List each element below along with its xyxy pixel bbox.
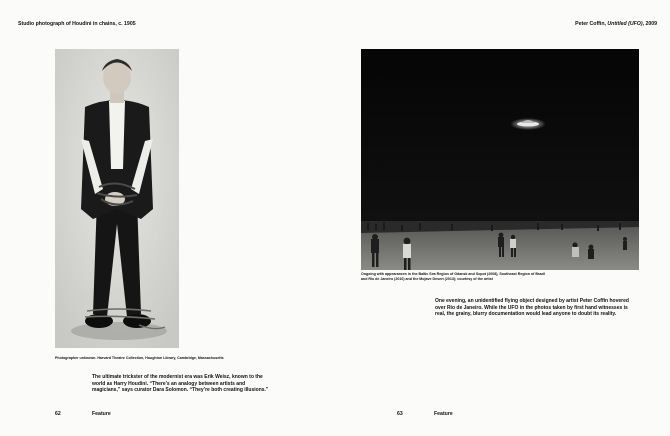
right-photo-caption: Ongoing with appearances in the Baltic Sea Region of Gdansk and Sopot (2008), Southeast Region of Brazil and Rio de Janeiro (2010) and the Mojave Desert (2013); courtesy of the artist: [361, 272, 546, 281]
houdini-photo: [55, 49, 179, 348]
right-header-prefix: Peter Coffin,: [575, 21, 608, 27]
right-header-suffix: , 2009: [642, 21, 657, 27]
left-section-label: Feature: [92, 411, 111, 417]
left-body-text: The ultimate trickster of the modernist era was Erik Weisz, known to the world as Harry Houdini. “There’s an analogy between artists and magicians,” says curator Dara Solomon. “They’re both creating illusions.”: [92, 374, 269, 394]
left-running-header: Studio photograph of Houdini in chains, c. 1905: [18, 21, 136, 27]
right-header-title: Untitled (UFO): [607, 21, 643, 27]
right-section-label: Feature: [434, 411, 453, 417]
right-page-number: 63: [397, 411, 403, 417]
left-photo-caption: Photographer unknown. Harvard Theatre Collection, Houghton Library, Cambridge, Massachusetts: [55, 356, 224, 360]
left-page-number: 62: [55, 411, 61, 417]
right-running-header: [575, 21, 657, 27]
ufo-photo: [361, 49, 639, 270]
right-body-text: One evening, an unidentified flying object designed by artist Peter Coffin hovered over Rio de Janeiro. While the UFO in the photos taken by first hand witnesses is real, the grainy, blurry documentation would lead anyone to doubt its reality.: [435, 298, 629, 318]
